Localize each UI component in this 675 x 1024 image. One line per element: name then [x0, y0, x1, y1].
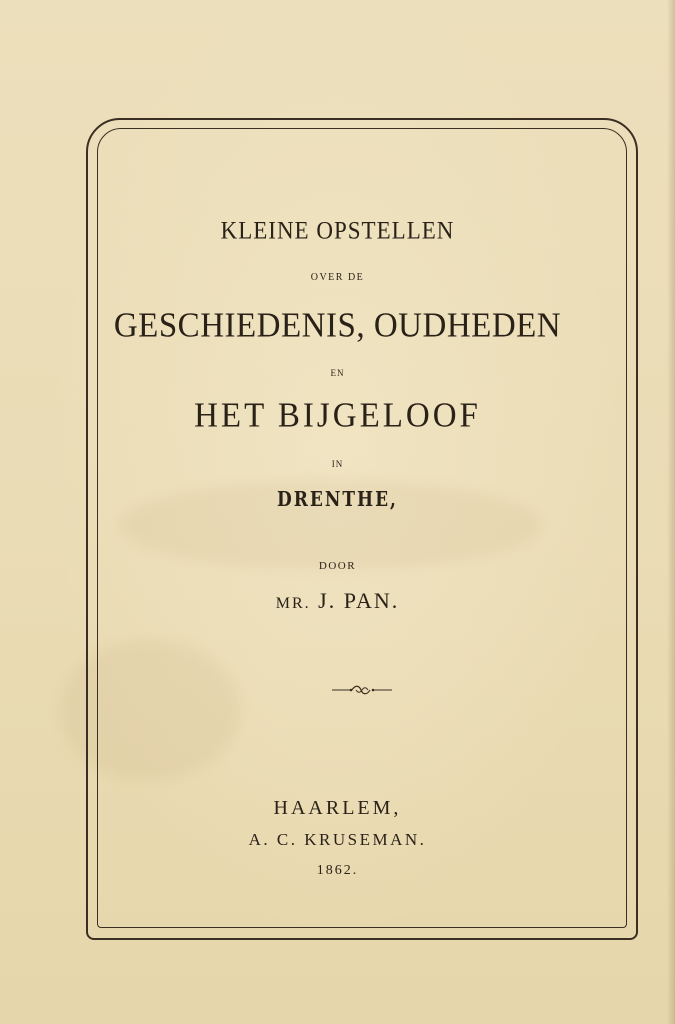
- title-line-geschiedenis: GESCHIEDENIS, OUDHEDEN: [113, 307, 562, 345]
- vine-flourish-icon: [330, 683, 394, 697]
- imprint-publisher: A. C. KRUSEMAN.: [248, 830, 427, 849]
- byline-door: DOOR: [318, 560, 357, 572]
- imprint-year: 1862.: [316, 863, 359, 878]
- imprint-city: HAARLEM,: [273, 797, 402, 819]
- title-line-kleine-opstellen: KLEINE OPSTELLEN: [220, 216, 455, 245]
- author-line: [0, 588, 675, 614]
- title-line-in: IN: [331, 459, 344, 469]
- title-line-drenthe: DRENTHE,: [277, 488, 398, 512]
- author-name: J. PAN.: [318, 588, 400, 613]
- title-line-over-de: OVER DE: [310, 272, 365, 283]
- title-line-het-bijgeloof: HET BIJGELOOF: [194, 397, 481, 435]
- author-prefix: MR.: [275, 595, 311, 612]
- title-line-en: EN: [330, 368, 345, 378]
